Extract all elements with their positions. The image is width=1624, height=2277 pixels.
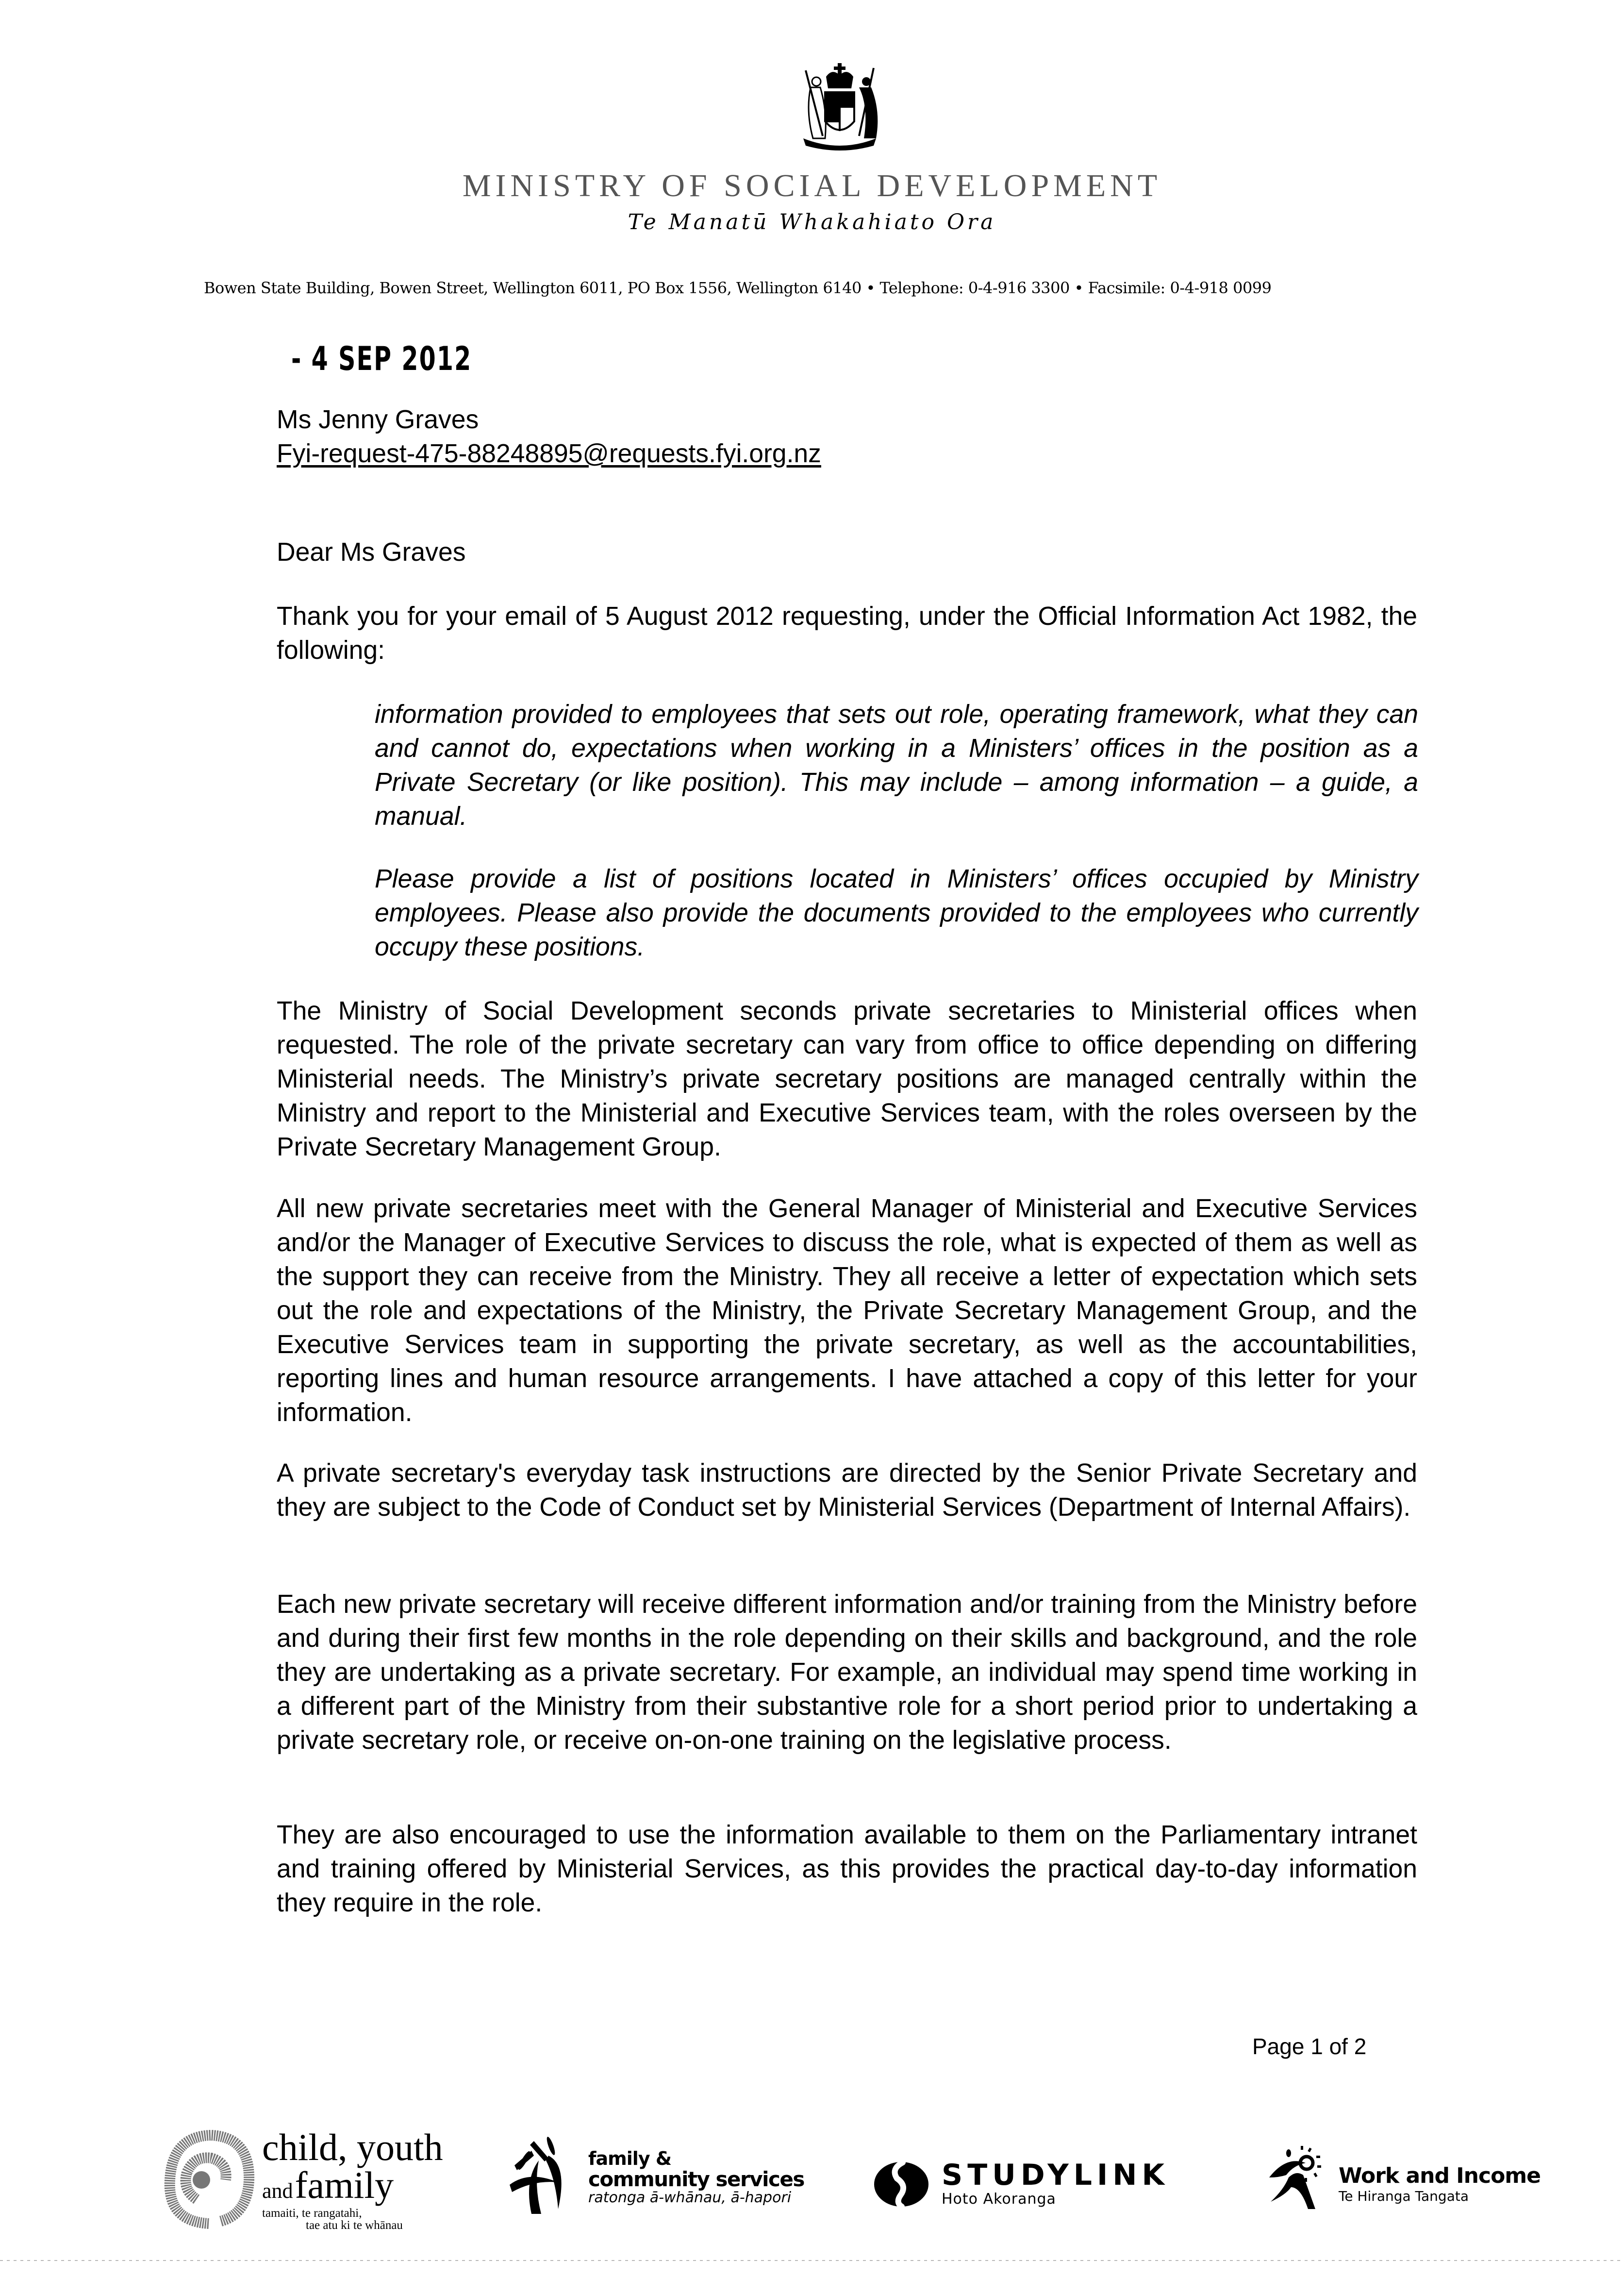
logo-subtext: tae atu ki te whānau [306, 2219, 403, 2232]
quoted-request: information provided to employees that sets out role, operating framework, what they can and cannot do, expectations when working in a Ministers’ offices in the position as a Private Secretary (or like position). This may include – among information – a guide, a manual. [375, 700, 1418, 831]
logo-text: family [295, 2164, 394, 2206]
sun-figure-icon [1267, 2141, 1335, 2209]
body-paragraph: All new private secretaries meet with the General Manager of Ministerial and Executive Services and/or the Manager of Executive Services to discuss the role, what is expected of them as well as the support they can receive from the Ministry. They all receive a letter of expectation which sets out the role and expectations of the Ministry, the Private Secretary Management Group, and the Executive Services team in supporting the private secretary, as well as the accountabilities, reporting lines and human resource arrangements. I have attached a copy of this letter for your information. [277, 1194, 1417, 1427]
intro-paragraph: Thank you for your email of 5 August 2012 requesting, under the Official Information Act 1982, the following: [277, 602, 1417, 665]
body-paragraph: The Ministry of Social Development seconds private secretaries to Ministerial offices when requested. The role of the private secretary can vary from office to office depending on differing Ministerial needs. The Ministry’s private secretary positions are managed centrally within the Ministry and report to the Ministerial and Executive Services team, with the roles overseen by the Private Secretary Management Group. [277, 997, 1417, 1161]
page-number: Page 1 of 2 [1252, 2034, 1367, 2059]
logo-subtext: tamaiti, te rangatahi, [262, 2207, 362, 2220]
studylink-s-icon [874, 2161, 929, 2208]
nz-coat-of-arms-icon [791, 58, 888, 151]
scan-edge-divider [0, 2260, 1624, 2261]
quoted-request: Please provide a list of positions located in Ministers’ offices occupied by Ministry employees. Please also provide the documents provided to the employees who currently occupy these positions. [375, 865, 1418, 961]
koru-spiral-icon [163, 2126, 255, 2233]
logo-text: family & [588, 2148, 671, 2170]
logo-work-and-income [1267, 2141, 1541, 2209]
body-paragraph: Each new private secretary will receive different information and/or training from the Ministry before and during their first few months in the role depending on their skills and background, and the role they are undertaking as a private secretary. For example, an individual may spend time working in a different part of the Ministry from their substantive role for a short period prior to undertaking a private secretary role, or receive on-on-one training on the legislative process. [277, 1590, 1417, 1755]
salutation: Dear Ms Graves [277, 538, 466, 567]
logo-subtext: Hoto Akoranga [942, 2191, 1056, 2208]
logo-text: Work and Income [1339, 2163, 1541, 2188]
logo-text: child, youth [262, 2126, 443, 2168]
logo-text: STUDYLINK [942, 2158, 1170, 2192]
body-paragraph: A private secretary's everyday task instructions are directed by the Senior Private Secretary and they are subject to the Code of Conduct set by Ministerial Services (Department of Internal Affairs). [277, 1459, 1417, 1522]
logo-subtext: ratonga ā-whānau, ā-hapori [588, 2189, 792, 2207]
organisation-name: MINISTRY OF SOCIAL DEVELOPMENT [462, 168, 1162, 203]
logo-subtext: Te Hiranga Tangata [1339, 2188, 1469, 2204]
logo-text: community services [588, 2167, 804, 2192]
logo-child-youth-family [163, 2126, 443, 2233]
recipient-email-link[interactable]: Fyi-request-475-88248895@requests.fyi.org.nz [277, 439, 821, 468]
recipient-name: Ms Jenny Graves [277, 405, 479, 434]
figures-leaves-icon [505, 2136, 582, 2219]
body-paragraph: They are also encouraged to use the information available to them on the Parliamentary intranet and training offered by Ministerial Services, as this provides the practical day-to-day information they require in the role. [277, 1821, 1417, 1917]
logo-family-community-services [505, 2136, 804, 2219]
date-stamp: - 4 SEP 2012 [291, 340, 472, 378]
letterhead-address: Bowen State Building, Bowen Street, Wellington 6011, PO Box 1556, Wellington 6140 • Telephone: 0-4-916 3300 • Facsimile: 0-4-918 0099 [204, 279, 1272, 297]
logo-text: and [262, 2179, 293, 2203]
logo-studylink [874, 2160, 1169, 2209]
organisation-maori-name: Te Manatū Whakahiato Ora [628, 210, 996, 234]
